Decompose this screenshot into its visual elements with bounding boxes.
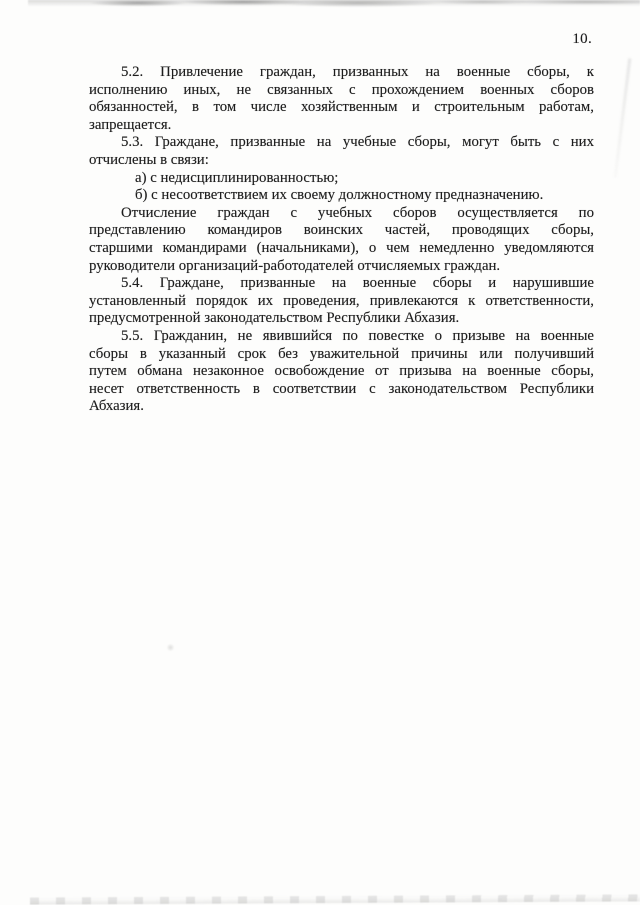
text-line: несет ответственность в соответствии с законодательством Республики: [89, 380, 594, 397]
scan-artifact-top-edge: [28, 0, 640, 9]
text-line: запрещается.: [89, 116, 172, 133]
text-line: установленный порядок их проведения, привлекаются к ответственности,: [89, 292, 594, 309]
text-line: старшими командирами (начальниками), о чем немедленно уведомляются: [89, 239, 594, 256]
scan-artifact-right-streak: [614, 58, 632, 177]
text-line: руководители организаций-работодателей отчисляемых граждан.: [89, 257, 501, 274]
text-line: а) с недисциплинированностью;: [135, 169, 339, 186]
text-line: 5.3. Граждане, призванные на учебные сборы, могут быть с них: [121, 134, 594, 151]
text-line: представлению командиров воинских частей, проводящих сборы,: [89, 222, 594, 239]
text-line: б) с несоответствием их своему должностному предназначению.: [135, 187, 544, 204]
paragraph-clause-5-3: [89, 134, 594, 169]
paragraph-clause-5-5: [89, 328, 594, 416]
scan-artifact-smudge: [166, 644, 175, 651]
document-body: [89, 64, 594, 416]
text-line: отчислены в связи:: [89, 151, 209, 168]
paragraph-expulsion-note: [89, 205, 594, 275]
list-item-b: [89, 187, 594, 205]
scan-artifact-bottom-edge: [30, 894, 640, 904]
list-item-a: [89, 170, 594, 188]
text-line: 5.5. Гражданин, не явившийся по повестке о призыве на военные: [121, 327, 594, 344]
page-number: 10.: [572, 31, 592, 47]
text-line: обязанностей, в том числе хозяйственным и строительным работам,: [89, 99, 594, 116]
text-line: исполнению иных, не связанных с прохождением военных сборов: [89, 81, 594, 98]
text-line: путем обмана незаконное освобождение от призыва на военные сборы,: [89, 363, 594, 380]
text-line: Абхазия.: [89, 398, 144, 415]
paragraph-clause-5-4: [89, 275, 594, 328]
text-line: предусмотренной законодательством Республики Абхазия.: [89, 310, 460, 327]
text-line: сборы в указанный срок без уважительной причины или получивший: [89, 345, 594, 362]
text-line: 5.4. Граждане, призванные на военные сборы и нарушившие: [121, 275, 594, 292]
paragraph-clause-5-2: [89, 64, 594, 134]
text-line: 5.2. Привлечение граждан, призванных на военные сборы, к: [121, 64, 594, 80]
text-line: Отчисление граждан с учебных сборов осуществляется по: [121, 204, 594, 221]
